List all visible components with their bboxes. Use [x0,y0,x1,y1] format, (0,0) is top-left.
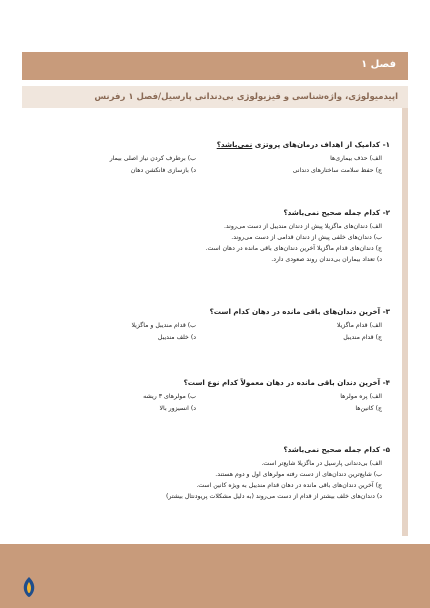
option: ج) کانین‌ها [355,405,382,412]
option: الف) بی‌دندانی پارسیل در ماگزیلا شایع‌تر است. [261,460,382,467]
option: ج) قدام مندیبل [343,334,382,341]
option: ب) دندان‌های خلفی پیش از دندان قدامی از دست می‌روند. [231,234,382,241]
option: ج) حفظ سلامت ساختارهای دندانی [292,167,382,174]
question-title [30,140,390,149]
question-title: ۴- آخرین دندان باقی مانده در دهان معمولاً کدام نوع است؟ [183,378,390,387]
question-4 [30,378,390,412]
side-decoration [402,108,408,536]
question-title: ۲- کدام جمله صحیح نمی‌باشد؟ [283,208,390,217]
option: ج) آخرین دندان‌های باقی مانده در دهان قدام مندیبل به ویژه کانین است. [196,482,382,489]
option: الف) دندان‌های ماگزیلا پیش از دندان مندیبل از دست می‌روند. [223,223,382,230]
footer-band [0,544,430,608]
question-2 [30,208,390,267]
question-title: ۳- آخرین دندان‌های باقی مانده در دهان کدام است؟ [209,307,390,316]
section-title: اپیدمیولوژی، واژه‌شناسی و فیزیولوژی بی‌دندانی پارسیل/فصل ۱ رفرنس [94,92,398,102]
option: الف) قدام ماگزیلا [336,322,382,329]
question-1 [30,140,390,174]
option: د) انسیزور بالا [159,405,196,412]
option: د) تعداد بیماران بی‌دندان روند صعودی دارد. [271,256,382,263]
option: ج) دندان‌های قدام ماگزیلا آخرین دندان‌های باقی مانده در دهان است. [205,245,382,252]
option: الف) حذف بیماری‌ها [330,155,382,162]
question-text: ۱- کدامیک از اهداف درمان‌های پروتزی [254,140,390,149]
question-5 [30,445,390,504]
question-title: ۵- کدام جمله صحیح نمی‌باشد؟ [283,445,390,454]
publisher-logo-icon [22,576,36,598]
option: ب) شایع‌ترین دندان‌های از دست رفته مولرهای اول و دوم هستند. [215,471,382,478]
question-emphasis: نمی‌باشد؟ [216,140,253,149]
option: د) بازسازی فانکشن دهان [130,167,196,174]
option: الف) پره مولرها [340,393,382,400]
chapter-header [22,52,408,80]
option: د) خلف مندیبل [157,334,196,341]
question-3 [30,307,390,341]
chapter-title: فصل ۱ [361,59,396,70]
option: ب) قدام مندیبل و ماگزیلا [131,322,196,329]
option: د) دندان‌های خلف بیشتر از قدام از دست می‌روند (به دلیل مشکلات پریودنتال بیشتر) [166,493,382,500]
section-header [22,86,408,108]
option: ب) مولرهای ۳ ریشه [143,393,196,400]
option: ب) برطرف کردن نیاز اصلی بیمار [109,155,196,162]
